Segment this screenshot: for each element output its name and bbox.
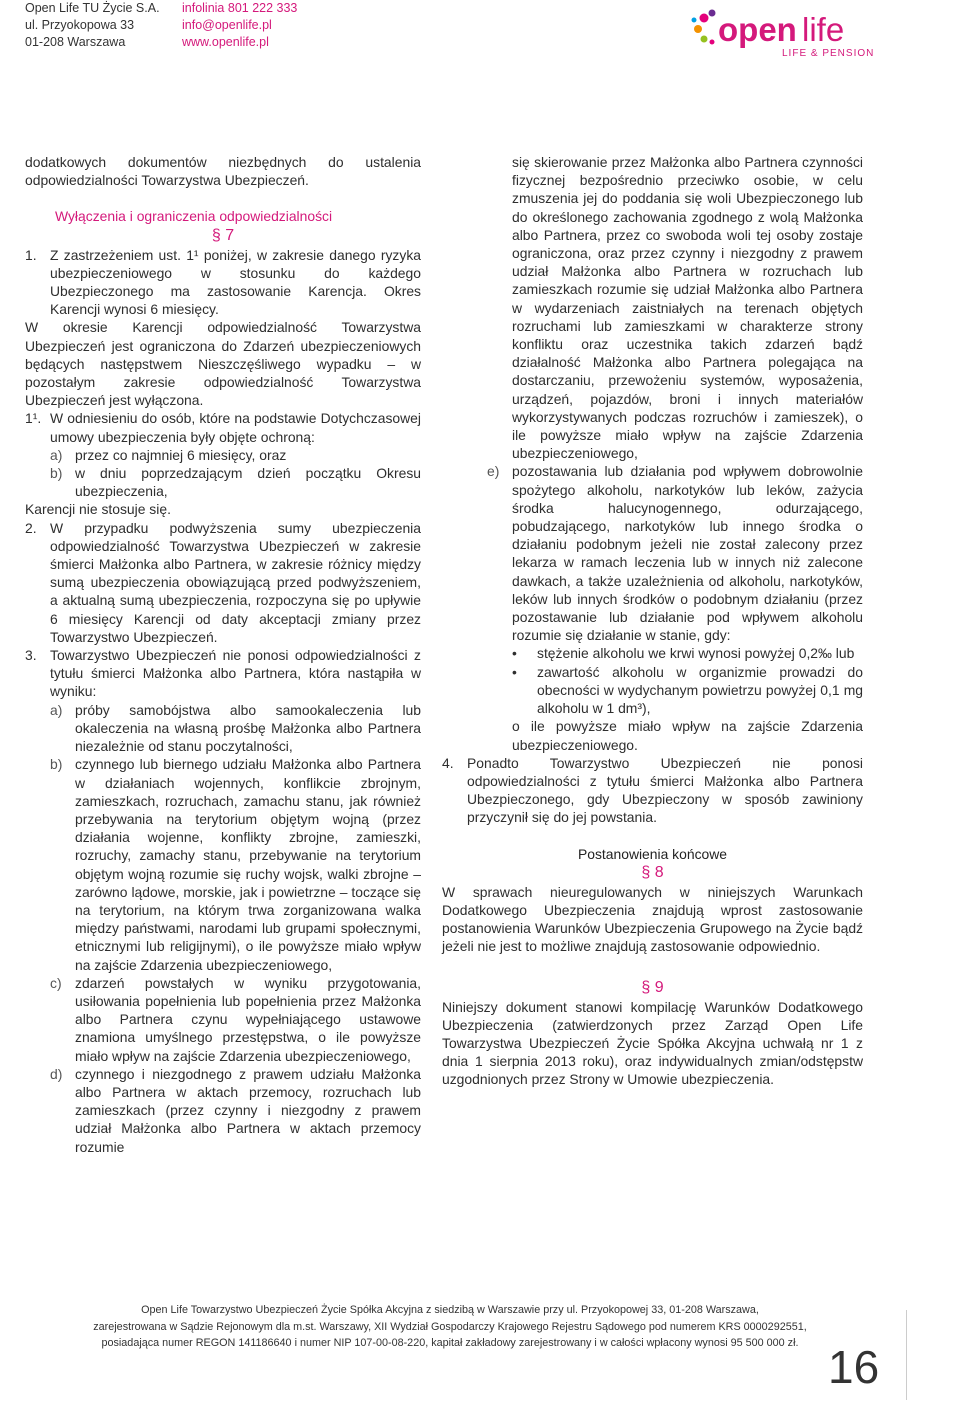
clause-number: 3. (25, 647, 37, 664)
clause-number: 1. (25, 246, 37, 263)
clause-3 (25, 646, 421, 701)
clause-1 (25, 246, 421, 319)
bullet-text: zawartość alkoholu w organizmie prowadzi do obecności w wydychanym powietrzu powyżej 0,1 mg alkoholu w 1 dm³), (537, 663, 863, 717)
header-address (25, 0, 160, 51)
item-label: d) (50, 1065, 63, 1082)
clause-text: Towarzystwo Ubezpieczeń nie ponosi odpowiedzialności z tytułu śmierci Małżonka albo Partnera, która nastąpiła w wyniku: (50, 647, 421, 700)
right-column (442, 153, 863, 1089)
bullet-icon: • (512, 663, 517, 680)
clause-text: W przypadku podwyższenia sumy ubezpieczenia odpowiedzialność Towarzystwa Ubezpieczeń w zakresie śmierci Małżonka albo Partnera, w zakresie różnicy między sumą ubezpieczenia obowiązującą przed podwyższeniem, a aktualną sumą ubezpieczenia, rozpoczyna się po upływie 6 miesięcy Karencji od daty akceptacji zmiany przez Towarzystwo Ubezpieczeń. (50, 519, 421, 645)
clause-3-e-tail: o ile powyższe miało wpływ na zajście Zdarzenia ubezpieczeniowego. (512, 718, 863, 753)
clause-1-1-b (25, 464, 421, 500)
item-text: przez co najmniej 6 miesięcy, oraz (75, 446, 287, 463)
company-street: ul. Przyokopowa 33 (25, 18, 135, 32)
header-contact (182, 0, 297, 51)
company-name: Open Life TU Życie S.A. (25, 1, 160, 15)
bullet-item-1 (442, 644, 863, 662)
clause-2 (25, 519, 421, 646)
clause-number: 2. (25, 519, 37, 536)
item-label: a) (50, 701, 63, 718)
section-number-7: § 7 (211, 226, 235, 244)
logo-dot-icon (710, 40, 715, 45)
logo-dot-icon (694, 25, 702, 33)
logo-word-open: open (718, 11, 797, 48)
intro-paragraph: dodatkowych dokumentów niezbędnych do ustalenia odpowiedzialności Towarzystwa Ubezpieczeń. (25, 154, 421, 189)
section-number-9: § 9 (641, 978, 664, 996)
footer (85, 1302, 815, 1352)
clause-4 (442, 754, 863, 827)
clause-3-b (25, 755, 421, 973)
item-text: w dniu poprzedzającym dzień początku Okresu ubezpieczenia, (75, 465, 421, 500)
footer-line-2: zarejestrowana w Sądzie Rejonowym dla m.st. Warszawy, XII Wydział Gospodarczy Krajowego Rejestru Sądowego pod numerem KRS 0000292551, (93, 1320, 807, 1333)
item-text: zdarzeń powstałych w wyniku przygotowania, usiłowania popełnienia lub popełnienia przez Małżonka albo Partnera czynu wypełniającego ustawowe znamiona umyślnego przestępstwa, o ile powyższe miało wpływ na zajście Zdarzenia ubezpieczeniowego, (75, 974, 421, 1064)
logo-tagline: LIFE & PENSION (782, 48, 875, 59)
clause-number: 1¹. (25, 410, 42, 427)
final-heading: Postanowienia końcowe (577, 845, 728, 862)
item-text: próby samobójstwa albo samookaleczenia lub okaleczenia na własną prośbę Małżonka albo Partnera niezależnie od stanu poczytalności, (75, 701, 421, 755)
clause-1-1-tail: Karencji nie stosuje się. (25, 501, 171, 518)
website-link[interactable]: www.openlife.pl (182, 35, 269, 49)
clause-1-1 (25, 409, 421, 445)
clause-text: Ponadto Towarzystwo Ubezpieczeń nie ponosi odpowiedzialności z tytułu śmierci Małżonka albo Partnera Ubezpieczonego, gdy Ubezpieczony w sposób zawiniony przyczynił się do jej powstania. (467, 754, 863, 826)
infoline: infolinia 801 222 333 (182, 1, 298, 15)
footer-line-3: posiadająca numer REGON 141186640 i numer NIP 107-00-08-220, kapitał zakładowy zarejestrowany i w całości wpłacony wynosi 95 500 000 zł. (101, 1337, 799, 1349)
logo-dot-icon (701, 36, 708, 43)
section-heading: Wyłączenia i ograniczenia odpowiedzialności (55, 208, 333, 225)
section-9-text: Niniejszy dokument stanowi kompilację Warunków Dodatkowego Ubezpieczenia (zatwierdzonych przez Zarząd Open Life Towarzystwa Ubezpieczeń Życie Spółka Akcyjna uchwałą nr 1 z dnia 1 sierpnia 2013 roku), oraz indywidualnych zmian/odstępstw uzgodnionych przez Strony w Umowie ubezpieczenia. (442, 998, 863, 1088)
item-label: a) (50, 446, 63, 463)
bullet-item-2 (442, 663, 863, 718)
clause-3-c (25, 974, 421, 1065)
item-label: c) (50, 974, 62, 991)
section-number-8: § 8 (641, 863, 664, 881)
logo-dot-icon (709, 10, 716, 17)
clause-text: W odniesieniu do osób, które na podstawie Dotychczasowej umowy ubezpieczenia były objęte ochroną: (50, 410, 421, 445)
item-text: czynnego lub biernego udziału Małżonka albo Partnera w działaniach wojennych, konflikcie zbrojnym, zamieszkach, rozruchach, zamachu stanu, jak również przebywania na terytorium objętym wojną (przez działania wojenne, konflikty zbrojne, zamieszki, rozruchy, zamachy stanu, przebywanie na terytorium objętym wojną rozumie się ruchy wojsk, walki zbrojne – zarówno lądowe, morskie, jak i powietrzne – toczące się na terytorium, na którym trwa zorganizowana walka między państwami, narodami lub grupami społecznymi, etnicznymi lub religijnymi), o ile powyższe miało wpływ na zajście Zdarzenia ubezpieczeniowego, (75, 756, 421, 973)
clause-1-1-a (25, 446, 421, 464)
logo-dot-icon (692, 18, 697, 23)
logo-dot-icon (700, 14, 709, 23)
bullet-icon: • (512, 645, 517, 662)
clause-3-d-continuation: się skierowanie przez Małżonka albo Partnera czynności fizycznej bezpośrednio przeciwko osobie, w celu zmuszenia jej do poddania się woli Ubezpieczonego lub do określonego zachowania zgodnego z wolą Małżonka albo Partnera, przez co swoboda woli tej osoby zostaje ograniczona, oraz przez czynny i niezgodny z prawem udział Małżonka albo Partnera w rozruchach lub zamieszkach rozumie się udział Małżonka albo Partnera w wydarzeniach zaistniałych na terenach objętych rozruchami lub zamieszkami w charakterze strony konfliktu oraz uczestnika takich zdarzeń bądź działalność Małżonka albo Partnera polegająca na dostarczaniu, przewożeniu systemów, wyposażenia, urządzeń, pojazdów, broni i innych materiałów wykorzystywanych podczas rozruchów i zamieszek), o ile powyższe miało wpływ na zajście Zdarzenia ubezpieczeniowego, (512, 154, 863, 462)
bullet-text: stężenie alkoholu we krwi wynosi powyżej 0,2‰ lub (537, 645, 855, 662)
item-label: b) (50, 465, 63, 482)
footer-divider (906, 1310, 907, 1400)
item-label: b) (50, 756, 63, 773)
email-link[interactable]: info@openlife.pl (182, 18, 272, 32)
company-city: 01-208 Warszawa (25, 35, 126, 49)
item-text: pozostawania lub działania pod wpływem dobrowolnie spożytego alkoholu, narkotyków lub leków, zażycia środka halucynogennego, odurzającego, pobudzającego, narkotyków lub innego środka o działaniu podobnym jeżeli nie został zalecony przez lekarza w ramach leczenia lub w innych niż zalecone dawkach, a także uzależnienia od alkoholu, narkotyków, leków lub innych środków o podobnym działaniu (przez pozostawanie lub działanie pod wpływem alkoholu rozumie się działanie w stanie, gdy: (512, 463, 863, 644)
clause-text: Z zastrzeżeniem ust. 1¹ poniżej, w zakresie danego ryzyka ubezpieczeniowego w stosunku do każdego Ubezpieczonego ma zastosowanie Karencja. Okres Karencji wynosi 6 miesięcy. (50, 246, 421, 318)
footer-line-1: Open Life Towarzystwo Ubezpieczeń Życie Spółka Akcyjna z siedzibą w Warszawie przy ul. Przyokopowej 33, 01-208 Warszawa, (141, 1304, 759, 1316)
clause-number: 4. (442, 754, 454, 771)
item-label: e) (487, 463, 500, 480)
clause-3-d (25, 1065, 421, 1156)
section-8-text: W sprawach nieuregulowanych w niniejszych Warunkach Dodatkowego Ubezpieczenia znajdują wprost zastosowanie postanowienia Warunków Ubezpieczenia Grupowego na Życie bądź jeżeli nie jest to możliwe znajdują zastosowanie odpowiednio. (442, 883, 863, 955)
clause-3-a (25, 701, 421, 756)
page-number: 16 (828, 1341, 880, 1393)
clause-1-continuation: W okresie Karencji odpowiedzialność Towarzystwa Ubezpieczeń jest ograniczona do Zdarzeń ubezpieczeniowych będących następstwem Nieszczęśliwego wypadku – w pozostałym zakresie odpowiedzialność Towarzystwa Ubezpieczeń jest wyłączona. (25, 319, 421, 409)
openlife-logo (690, 2, 885, 64)
item-text: czynnego i niezgodnego z prawem udziału Małżonka albo Partnera w aktach przemocy, rozruchach lub zamieszkach (przez czynny i niezgodny z prawem udział Małżonka albo Partnera w aktach przemocy rozumie (75, 1065, 421, 1155)
logo-word-life: life (802, 11, 845, 48)
clause-3-e (442, 462, 863, 644)
left-column (25, 153, 421, 1156)
